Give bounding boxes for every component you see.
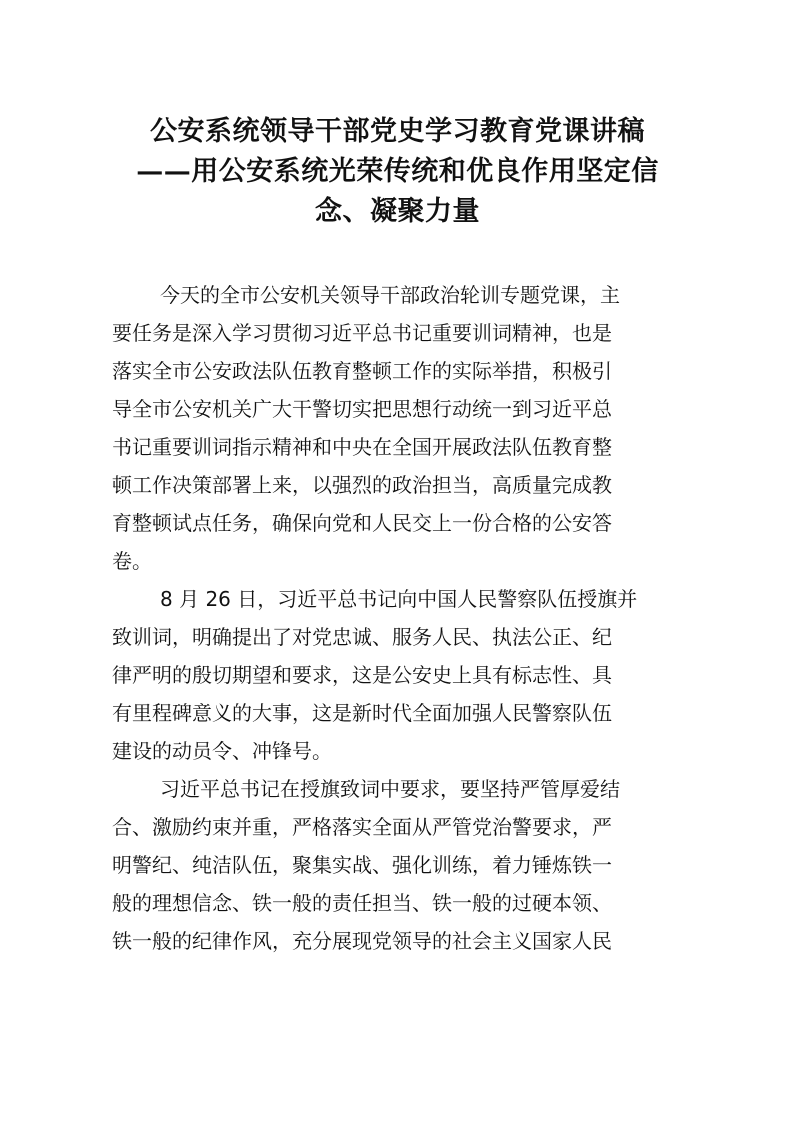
- text-line: 合、激励约束并重，严格落实全面从严管党治警要求，严: [112, 815, 612, 839]
- paragraph-3: [112, 770, 690, 960]
- text-line: 律严明的殷切期望和要求，这是公安史上具有标志性、具: [112, 663, 612, 687]
- document-title: [110, 112, 685, 232]
- text-line: 明警纪、纯洁队伍，聚集实战、强化训练，着力锤炼铁一: [112, 853, 612, 877]
- text-line: 顿工作决策部署上来，以强烈的政治担当，高质量完成教: [112, 473, 612, 497]
- text-line: 有里程碑意义的大事，这是新时代全面加强人民警察队伍: [112, 701, 612, 725]
- text-line: 育整顿试点任务，确保向党和人民交上一份合格的公安答: [112, 511, 612, 535]
- text-line: 般的理想信念、铁一般的责任担当、铁一般的过硬本领、: [112, 891, 612, 915]
- text-line: 致训词，明确提出了对党忠诚、服务人民、执法公正、纪: [112, 625, 612, 649]
- text-line: 8 月 26 日，习近平总书记向中国人民警察队伍授旗并: [160, 587, 638, 611]
- text-line: 习近平总书记在授旗致词中要求，要坚持严管厚爱结: [160, 777, 620, 801]
- paragraph-2: [112, 580, 690, 770]
- text-line: 要任务是深入学习贯彻习近平总书记重要训词精神，也是: [112, 321, 612, 345]
- text-line: 落实全市公安政法队伍教育整顿工作的实际举措，积极引: [112, 359, 612, 383]
- text-line: 卷。: [112, 549, 152, 573]
- title-line-2: ——用公安系统光荣传统和优良作用坚定信: [136, 156, 659, 187]
- text-line: 导全市公安机关广大干警切实把思想行动统一到习近平总: [112, 397, 612, 421]
- text-line: 建设的动员令、冲锋号。: [112, 739, 332, 763]
- paragraph-1: [112, 276, 690, 580]
- text-line: 今天的全市公安机关领导干部政治轮训专题党课，主: [160, 283, 620, 307]
- document-body: [112, 276, 690, 960]
- text-line: 铁一般的纪律作风，充分展现党领导的社会主义国家人民: [112, 929, 612, 953]
- title-line-1: 公安系统领导干部党史学习教育党课讲稿: [150, 116, 645, 147]
- title-line-3: 念、凝聚力量: [315, 196, 480, 227]
- text-line: 书记重要训词指示精神和中央在全国开展政法队伍教育整: [112, 435, 612, 459]
